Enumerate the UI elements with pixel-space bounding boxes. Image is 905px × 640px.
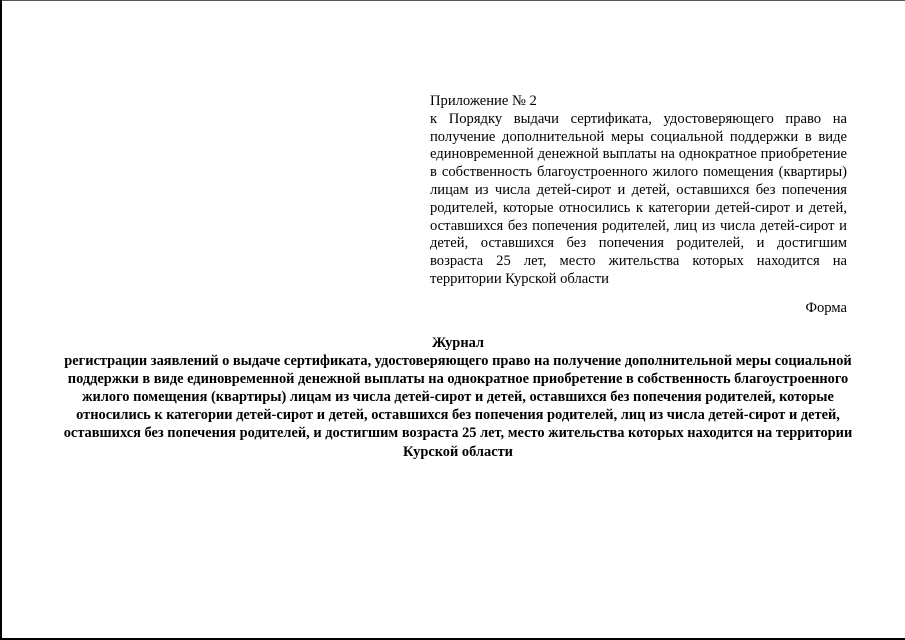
appendix-text: к Порядку выдачи сертификата, удостоверяющего право на получение дополнительной меры социальной поддержки в виде единовременной денежной выплаты на однократное приобретение в собственность благоустроенного жилого помещения (квартиры) лицам из числа детей-сирот и детей, оставшихся без попечения родителей, которые относились к категории детей-сирот и детей, оставшихся без попечения родителей, лиц из числа детей-сирот и детей, оставшихся без попечения родителей, и достигшим возраста 25 лет, место жительства которых находится на территории Курской области: [430, 110, 847, 287]
scan-border-left: [0, 0, 2, 640]
appendix-title: Приложение № 2: [430, 93, 537, 109]
form-label: Форма: [805, 300, 847, 316]
journal-subtitle: регистрации заявлений о выдаче сертификата, удостоверяющего право на получение дополнительной меры социальной поддержки в виде единовременной денежной выплаты на однократное приобретение в собственность благоустроенного жилого помещения (квартиры) лицам из числа детей-сирот и детей, оставшихся без попечения родителей, которые относились к категории детей-сирот и детей, оставшихся без попечения родителей, лиц из числа детей-сирот и детей, оставшихся без попечения родителей, и достигшим возраста 25 лет, место жительства которых находится на территории Курской области: [63, 353, 853, 460]
journal-title: Журнал: [431, 335, 485, 351]
scan-border-top: [0, 0, 905, 1]
journal-heading: [54, 334, 862, 461]
appendix-block: [430, 93, 847, 289]
